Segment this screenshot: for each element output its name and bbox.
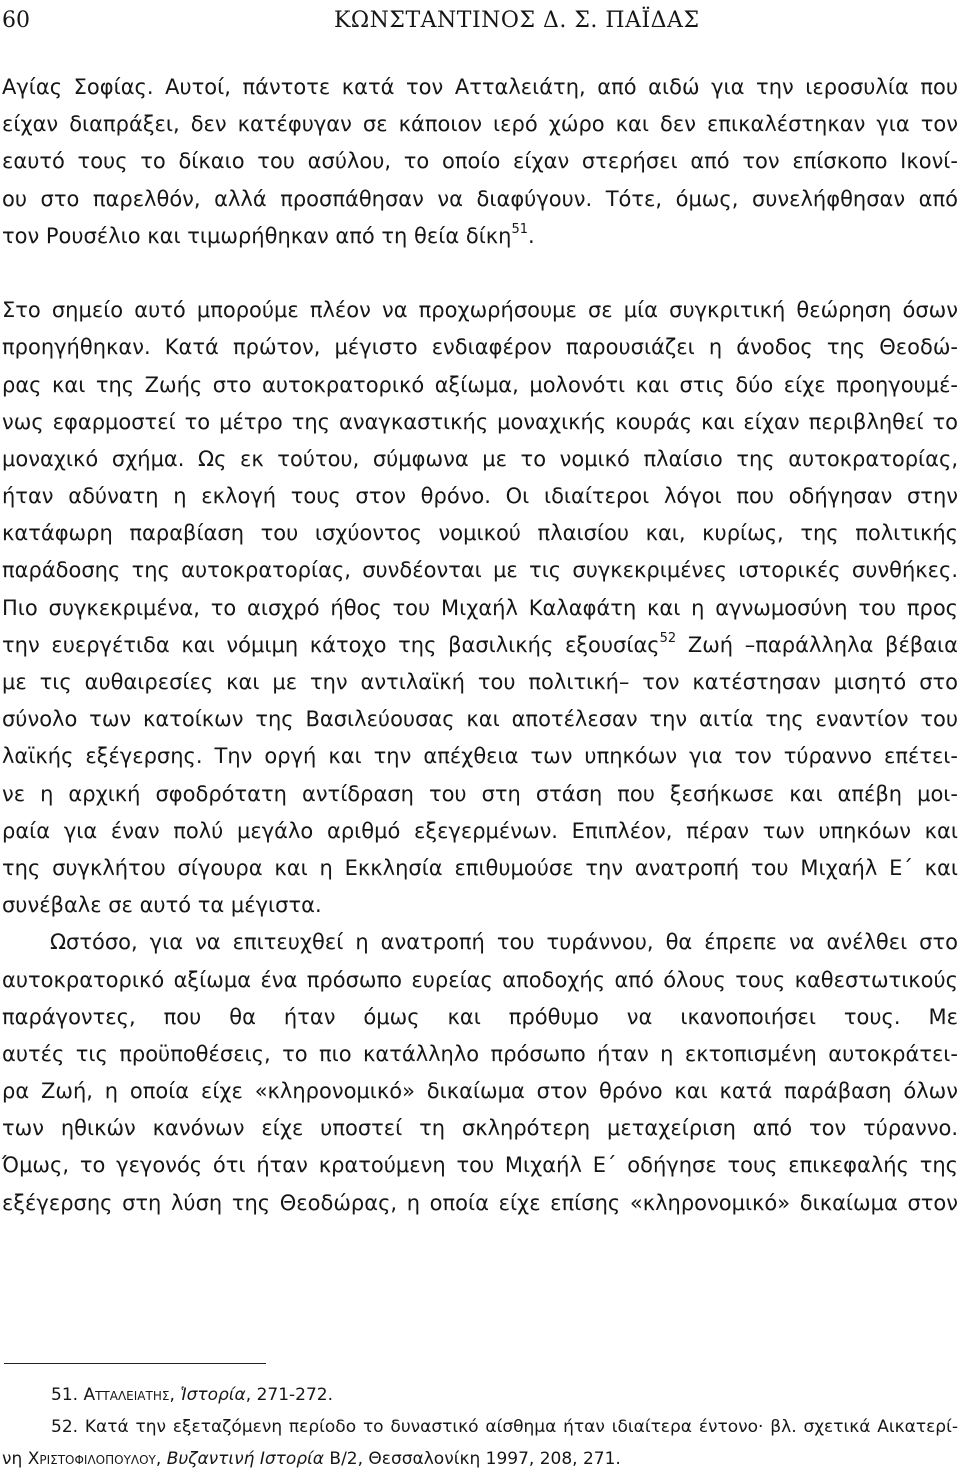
text-line: λαϊκής εξέγερσης. Την οργή και την απέχθεια των υπηκόων για τον τύραννο επέτει- — [2, 744, 958, 769]
text-line: εξέγερσης στη λύση της Θεοδώρας, η οποία είχε επίσης «κληρονομικό» δικαίωμα στον — [2, 1190, 958, 1215]
text-line-content: την ευεργέτιδα και νόμιμη κάτοχο της βασιλικής εξουσίας — [2, 632, 660, 657]
text-line: ρα Ζωή, η οποία είχε «κληρονομικό» δικαίωμα στον θρόνο και κατά παράβαση όλων — [2, 1079, 958, 1104]
text-line: αυτές τις προϋποθέσεις, το πιο κατάλληλο πρόσωπο ήταν η εκτοπισμένη αυτοκράτει- — [2, 1041, 958, 1066]
footnote-rest: Β/2, Θεσσαλονίκη 1997, 208, 271. — [324, 1449, 621, 1469]
page-header — [0, 8, 960, 38]
page-number: 60 — [2, 8, 30, 33]
text-line: ου στο παρελθόν, αλλά προσπάθησαν να διαφύγουν. Τότε, όμως, συνελήφθησαν από — [2, 186, 958, 211]
body-text — [2, 69, 958, 1222]
footnote-52 — [2, 1411, 958, 1443]
text-line: με τις αυθαιρεσίες και με την αντιλαϊκή του πολιτική– τον κατέστησαν μισητό στο — [2, 670, 958, 694]
footnote-pages: , 271-272. — [245, 1385, 334, 1405]
footnote-ref-51: 51 — [511, 221, 529, 237]
text-line: ήταν αδύνατη η εκλογή τους στον θρόνο. Οι ιδιαίτεροι λόγοι που οδήγησαν στην — [2, 484, 958, 509]
text-line: της συγκλήτου σίγουρα και η Εκκλησία επιθυμούσε την ανατροπή του Μιχαήλ Ε΄ και — [2, 855, 958, 880]
running-title: ΚΩΝΣΤΑΝΤΙΝΟΣ Δ. Σ. ΠΑΪΔΑΣ — [334, 8, 700, 33]
text-line: Αγίας Σοφίας. Αυτοί, πάντοτε κατά τον Ατταλειάτη, από αιδώ για την ιεροσυλία που — [2, 75, 958, 99]
footnote-divider — [4, 1363, 266, 1364]
text-line: συνέβαλε σε αυτό τα μέγιστα. — [2, 893, 322, 918]
text-line: μοναχικό σχήμα. Ως εκ τούτου, σύμφωνα με το νομικό πλαίσιο της αυτοκρατορίας, — [2, 446, 958, 471]
text-line: Όμως, το γεγονός ότι ήταν κρατούμενη του Μιχαήλ Ε΄ οδήγησε τους επικεφαλής της — [2, 1153, 958, 1178]
period: . — [528, 223, 535, 248]
text-line: των ηθικών κανόνων είχε υποστεί τη σκληρότερη μεταχείριση από τον τύραννο. — [2, 1116, 958, 1141]
text-line: νως εφαρμοστεί το μέτρο της αναγκαστικής μοναχικής κουράς και είχαν περιβληθεί το — [2, 409, 958, 434]
text-line: σύνολο των κατοίκων της Βασιλεύουσας και αποτέλεσαν την αιτία της εναντίον του — [2, 707, 958, 732]
footnote-text: Κατά την εξεταζόμενη περίοδο το δυναστικό αίσθημα ήταν ιδιαίτερα έντονο· βλ. σχετικά Αικατερί- — [84, 1417, 958, 1437]
footnote-51 — [2, 1379, 958, 1411]
text-line: κατάφωρη παραβίαση του ισχύοντος νομικού πλαισίου και, κυρίως, της πολιτικής — [2, 521, 958, 546]
text-line: παράγοντες, που θα ήταν όμως και πρόθυμο να ικανοποιήσει τους. Με — [2, 1004, 958, 1029]
footnote-title: Ἱστορία — [180, 1385, 246, 1405]
text-line: Στο σημείο αυτό μπορούμε πλέον να προχωρήσουμε σε μία συγκριτική θεώρηση όσων — [2, 298, 958, 323]
text-line: Πιο συγκεκριμένα, το αισχρό ήθος του Μιχαήλ Καλαφάτη και η αγνωμοσύνη του προς — [2, 595, 958, 620]
footnote-52-continued — [2, 1443, 958, 1475]
text-line — [2, 218, 958, 255]
footnote-title: Βυζαντινή Ιστορία — [166, 1449, 324, 1469]
footnote-author: Χριστοφιλοπουλου — [27, 1449, 156, 1469]
text-line: εαυτό τους το δίκαιο του ασύλου, το οποίο είχαν στερήσει από τον επίσκοπο Ικονί- — [2, 149, 958, 174]
text-line-tail: Ζωή –παράλληλα βέβαια — [676, 632, 958, 657]
footnote-ref-52: 52 — [659, 630, 677, 646]
footnotes — [2, 1379, 958, 1475]
text-line: νε η αρχική σφοδρότατη αντίδραση του στη στάση που ξεσήκωσε και απέβη μοι- — [2, 781, 958, 806]
comma: , — [155, 1449, 167, 1469]
comma: , — [169, 1385, 181, 1405]
paragraph-gap — [2, 255, 958, 292]
text-line: αυτοκρατορικό αξίωμα ένα πρόσωπο ευρείας αποδοχής από όλους τους καθεστωτικούς — [2, 967, 958, 992]
text-line: ρας και της Ζωής στο αυτοκρατορικό αξίωμα, μολονότι και στις δύο είχε προηγουμέ- — [2, 372, 958, 397]
footnote-author-prefix: νη — [2, 1449, 28, 1469]
text-line-content: τον Ρουσέλιο και τιμωρήθηκαν από τη θεία δίκη — [2, 223, 512, 248]
text-line: παράδοσης της αυτοκρατορίας, συνδέονται με τις συγκεκριμένες ιστορικές συνθήκες. — [2, 558, 958, 583]
text-line: είχαν διαπράξει, δεν κατέφυγαν σε κάποιον ιερό χώρο και δεν επικαλέστηκαν για τον — [2, 112, 958, 137]
text-line: προηγήθηκαν. Κατά πρώτον, μέγιστο ενδιαφέρον παρουσιάζει η άνοδος της Θεοδώ- — [2, 335, 958, 360]
text-line — [2, 627, 958, 664]
text-line: ραία για έναν πολύ μεγάλο αριθμό εξεγερμένων. Επιπλέον, πέραν των υπηκόων και — [2, 818, 958, 843]
footnote-number: 52. — [51, 1417, 79, 1437]
footnote-number: 51. — [51, 1385, 79, 1405]
text-line: Ωστόσο, για να επιτευχθεί η ανατροπή του τυράννου, θα έπρεπε να ανέλθει στο — [50, 930, 958, 955]
footnote-author: Ατταλειατης — [83, 1385, 170, 1405]
